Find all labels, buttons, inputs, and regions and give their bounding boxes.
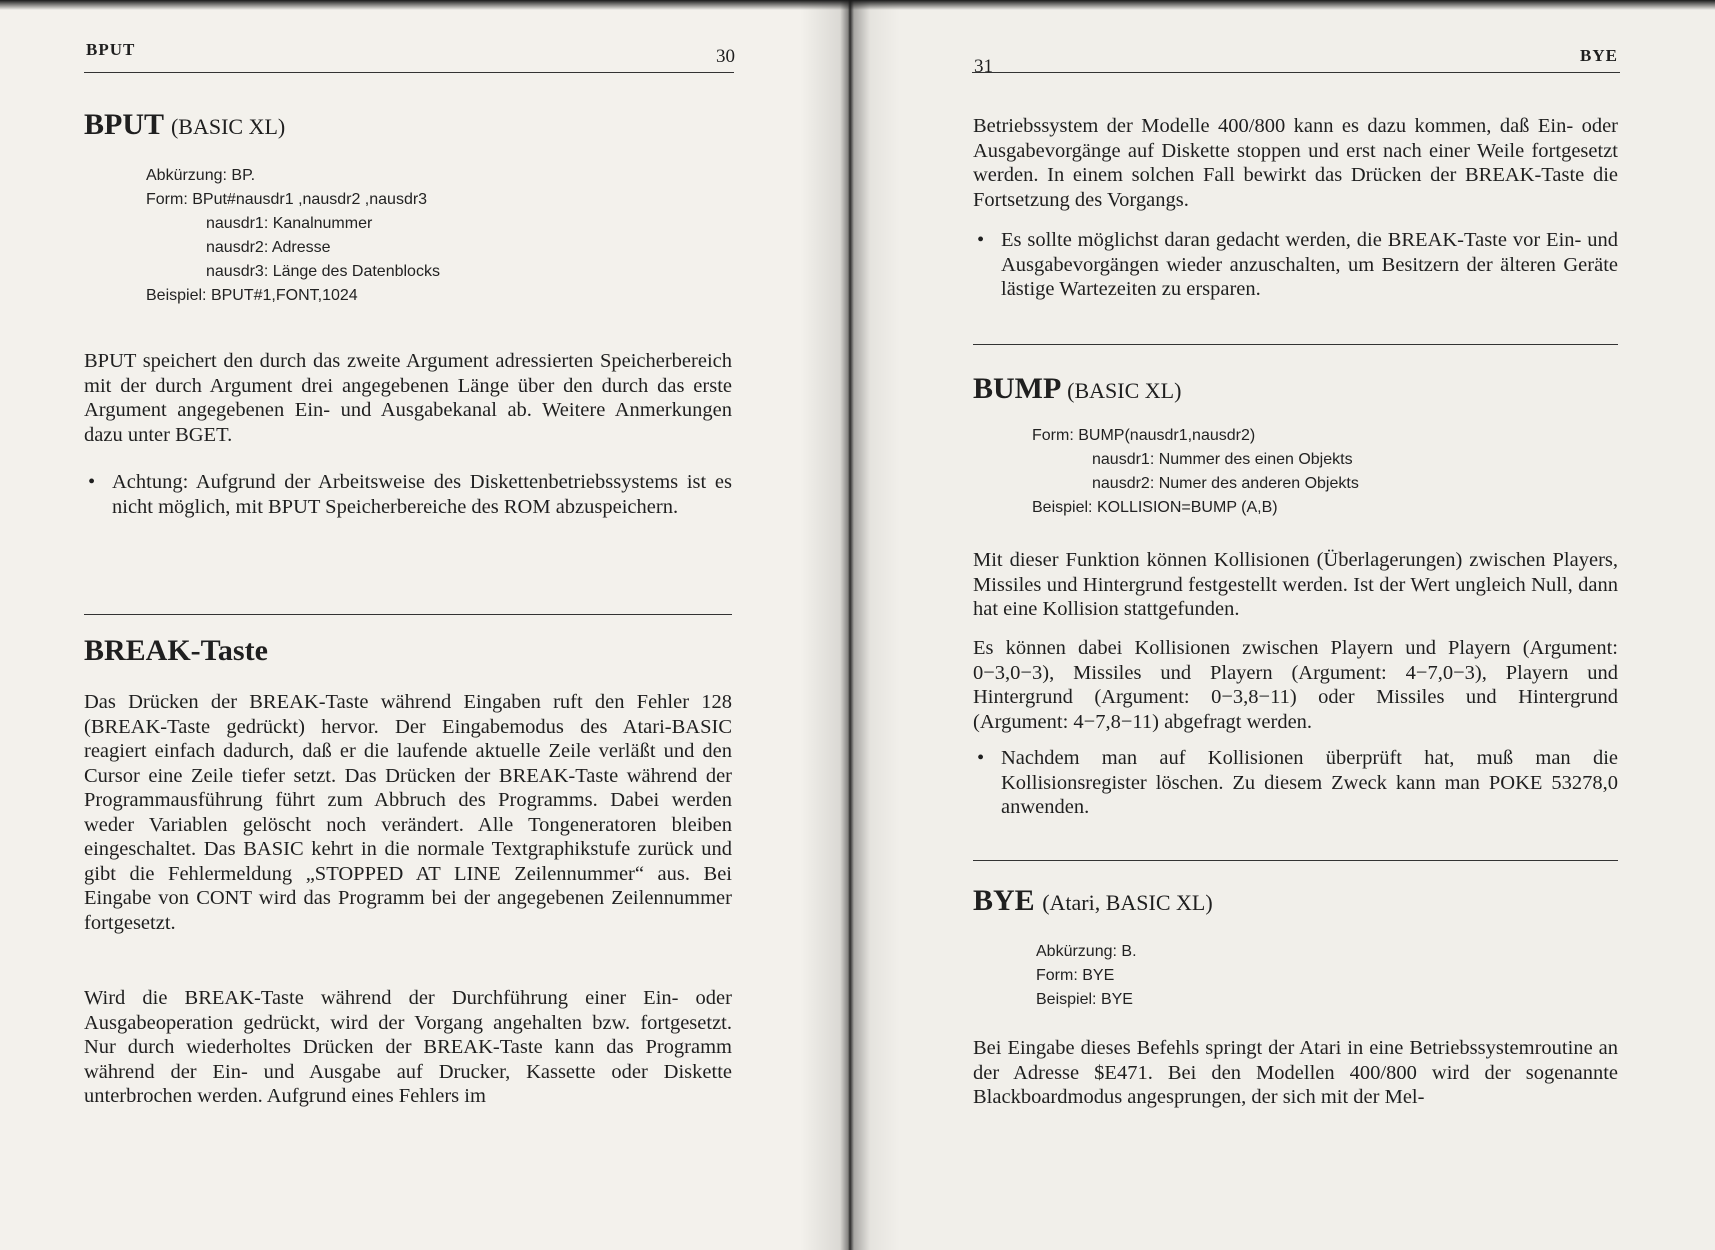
spec-row: nausdr1: Kanalnummer bbox=[206, 215, 373, 232]
entry-title: BUMP (BASIC XL) bbox=[973, 372, 1182, 405]
running-head-left: BPUT bbox=[86, 40, 136, 59]
bye-syntax-block bbox=[1036, 940, 1137, 1012]
bump-paragraph-2: Es können dabei Kollisionen zwischen Playern und Playern (Argument: 0−3,0−3), Missiles und Playern (Argument: 4−7,0−3), Playern und Hintergrund (Argument: 0−3,8−11) oder Missiles und Hintergrund (Argument: 4−7,8−11) abgefragt werden. bbox=[973, 637, 1618, 733]
section-separator bbox=[973, 860, 1618, 861]
spec-row: Beispiel: BYE bbox=[1036, 991, 1133, 1008]
bump-bullet: • Nachdem man auf Kollisionen überprüft hat, muß man die Kollisionsregister löschen. Zu diesem Zweck kann man POKE 53278,0 anwenden. bbox=[977, 747, 1618, 818]
spec-row: nausdr3: Länge des Datenblocks bbox=[206, 263, 440, 280]
entry-bye bbox=[973, 884, 1618, 918]
page-number-right: 31 bbox=[974, 56, 993, 77]
bput-syntax-block bbox=[146, 164, 440, 308]
spec-row: Beispiel: KOLLISION=BUMP (A,B) bbox=[1032, 499, 1278, 516]
spec-row: Abkürzung: BP. bbox=[146, 167, 256, 184]
bump-syntax-block bbox=[1032, 424, 1359, 520]
header-rule-left bbox=[84, 72, 734, 73]
entry-title: BYE (Atari, BASIC XL) bbox=[973, 884, 1213, 917]
section-separator bbox=[84, 614, 732, 615]
continued-paragraph: Betriebssystem der Modelle 400/800 kann es dazu kommen, daß Ein- oder Ausgabevorgänge auf Diskette stoppen und erst nach einer Weile fortgesetzt werden. In einem solchen Fall bewirkt das Drücken der BREAK-Taste die Fortsetzung des Vorgangs. bbox=[973, 115, 1618, 211]
spec-row: nausdr1: Nummer des einen Objekts bbox=[1092, 451, 1353, 468]
page-number-left: 30 bbox=[716, 46, 735, 67]
spec-row: nausdr2: Numer des anderen Objekts bbox=[1092, 475, 1359, 492]
spec-row: nausdr2: Adresse bbox=[206, 239, 331, 256]
top-shadow bbox=[0, 0, 1715, 10]
entry-bump bbox=[973, 372, 1618, 406]
spec-row: Form: BPut#nausdr1 ,nausdr2 ,nausdr3 bbox=[146, 191, 428, 208]
header-rule-right bbox=[972, 72, 1620, 73]
bump-paragraph-1: Mit dieser Funktion können Kollisionen (Überlagerungen) zwischen Players, Missiles und Hintergrund festgestellt werden. Ist der Wert ungleich Null, dann hat eine Kollision stattgefunden. bbox=[973, 549, 1618, 620]
bye-paragraph: Bei Eingabe dieses Befehls springt der Atari in eine Betriebssystemroutine an der Adresse $E471. Bei den Modellen 400/800 wird der sogenannte Blackboardmodus angesprungen, der sich mit der Mel- bbox=[973, 1037, 1618, 1108]
spec-row: Form: BYE bbox=[1036, 967, 1115, 984]
left-page bbox=[0, 0, 848, 1250]
entry-title: BREAK-Taste bbox=[84, 634, 268, 667]
right-page bbox=[848, 0, 1715, 1250]
break-paragraph-2: Wird die BREAK-Taste während der Durchführung einer Ein- oder Ausgabeoperation gedrückt, wird der Vorgang angehalten bzw. fortgesetzt. Nur durch wiederholtes Drücken der BREAK-Taste kann das Programm während der Ein- und Ausgabe auf Drucker, Kassette oder Diskette unterbrochen werden. Aufgrund eines Fehlers im bbox=[84, 987, 732, 1107]
bput-bullet: • Achtung: Aufgrund der Arbeitsweise des Diskettenbetriebssystems ist es nicht möglich, mit BPUT Speicherbereiche des ROM abzuspeichern. bbox=[88, 471, 732, 518]
spec-row: Form: BUMP(nausdr1,nausdr2) bbox=[1032, 427, 1256, 444]
bput-paragraph: BPUT speichert den durch das zweite Argument adressierten Speicherbereich mit der durch Argument drei angegebenen Länge über den durch das erste Argument angegebenen Ein- und Ausgabekanal ab. Weitere Anmerkungen dazu unter BGET. bbox=[84, 350, 732, 446]
continued-bullet: • Es sollte möglichst daran gedacht werden, die BREAK-Taste vor Ein- und Ausgabevorgängen wieder anzuschalten, um Besitzern der älteren Geräte lästige Wartezeiten zu ersparen. bbox=[977, 229, 1618, 300]
spec-row: Beispiel: BPUT#1,FONT,1024 bbox=[146, 287, 358, 304]
running-head-right: BYE bbox=[1580, 46, 1618, 65]
entry-bput bbox=[84, 108, 732, 142]
break-paragraph-1: Das Drücken der BREAK-Taste während Eingaben ruft den Fehler 128 (BREAK-Taste gedrückt) hervor. Der Eingabemodus des Atari-BASIC reagiert einfach dadurch, daß er die laufende aktuelle Zeile verläßt und den Cursor eine Zeile tiefer setzt. Das Drücken der BREAK-Taste während der Programmausführung führt zum Abbruch des Programms. Dabei werden weder Variablen gelöscht noch verändert. Alle Tongeneratoren bleiben eingeschaltet. Das BASIC kehrt in die normale Textgraphikstufe zurück und gibt die Fehlermeldung „STOPPED AT LINE Zeilennummer“ aus. Bei Eingabe von CONT wird das Programm bei der angegebenen Zeilennummer fortgesetzt. bbox=[84, 691, 732, 934]
entry-title: BPUT (BASIC XL) bbox=[84, 108, 286, 141]
spec-row: Abkürzung: B. bbox=[1036, 943, 1137, 960]
section-separator bbox=[973, 344, 1618, 345]
